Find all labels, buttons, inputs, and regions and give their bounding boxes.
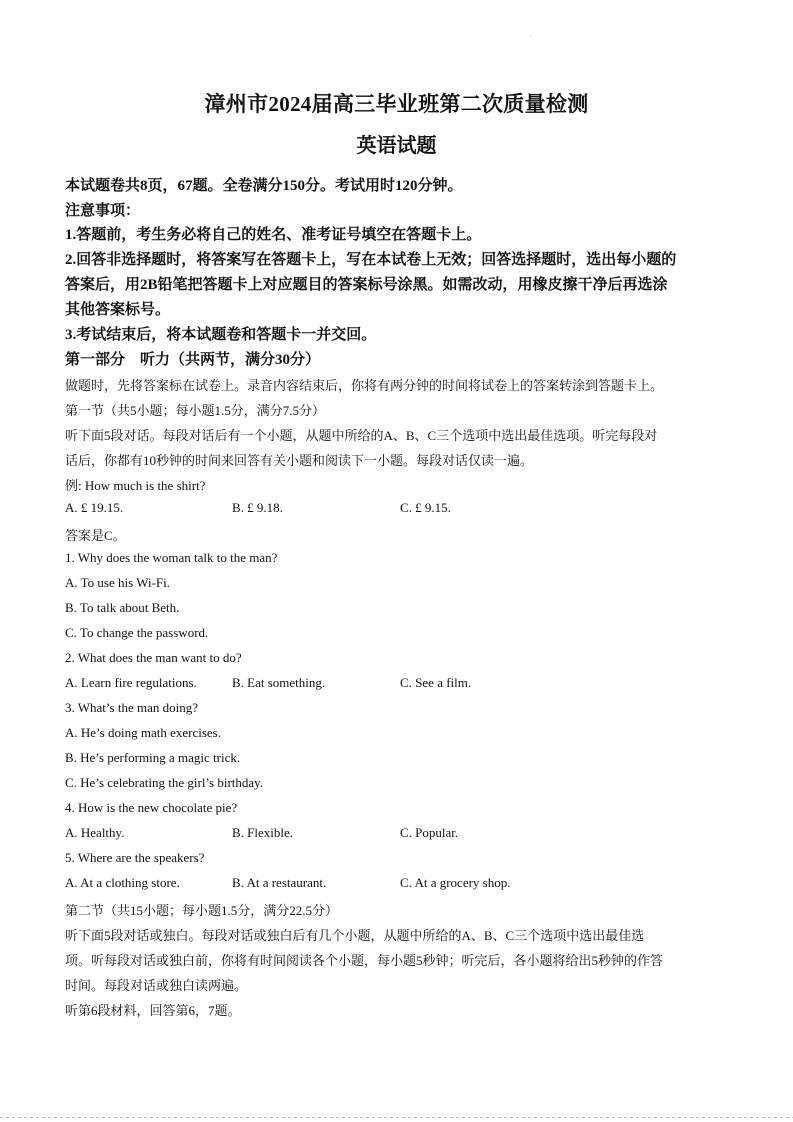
- question-5-option-b: B. At a restaurant.: [232, 875, 327, 890]
- question-1-option-c: C. To change the password.: [65, 625, 209, 640]
- question-3-option-a: A. He’s doing math exercises.: [65, 725, 221, 740]
- notice-item-2-line-2: 答案后，用2B铅笔把答题卡上对应题目的答案标号涂黑。如需改动，用橡皮擦干净后再选涂: [65, 277, 668, 293]
- scan-speck: [530, 36, 531, 37]
- part1-instruction: 做题时，先将答案标在试卷上。录音内容结束后，你将有两分钟的时间将试卷上的答案转涂到答题卡上。: [65, 378, 664, 393]
- question-4-option-b: B. Flexible.: [232, 825, 294, 840]
- section1-directions-line-2: 话后，你都有10秒钟的时间来回答有关小题和阅读下一小题。每段对话仅读一遍。: [65, 453, 534, 468]
- section2-heading: 第二节（共15小题；每小题1.5分，满分22.5分）: [65, 903, 339, 918]
- question-2-option-c: C. See a film.: [400, 675, 472, 690]
- notice-item-1: 1.答题前，考生务必将自己的姓名、准考证号填空在答题卡上。: [65, 227, 482, 243]
- notice-intro: 本试题卷共8页，67题。全卷满分150分。考试用时120分钟。: [65, 178, 463, 194]
- notice-item-3: 3.考试结束后，将本试题卷和答题卡一并交回。: [65, 327, 377, 343]
- section1-heading: 第一节（共5小题；每小题1.5分，满分7.5分）: [65, 403, 326, 418]
- question-5-option-a: A. At a clothing store.: [65, 875, 180, 890]
- question-5: 5. Where are the speakers?: [65, 850, 205, 865]
- question-4: 4. How is the new chocolate pie?: [65, 800, 238, 815]
- question-4-option-c: C. Popular.: [400, 825, 459, 840]
- question-2-option-a: A. Learn fire regulations.: [65, 675, 197, 690]
- example-option-a: A. £ 19.15.: [65, 500, 124, 515]
- section2-directions-line-1: 听下面5段对话或独白。每段对话或独白后有几个小题，从题中所给的A、B、C三个选项中选出最佳选: [65, 928, 645, 943]
- question-3: 3. What’s the man doing?: [65, 700, 198, 715]
- question-3-option-c: C. He’s celebrating the girl’s birthday.: [65, 775, 264, 790]
- example-question: 例: How much is the shirt?: [65, 478, 206, 493]
- part1-heading: 第一部分 听力（共两节，满分30分）: [65, 352, 321, 368]
- notice-item-2-line-1: 2.回答非选择题时，将答案写在答题卡上，写在本试卷上无效；回答选择题时，选出每小题的: [65, 252, 677, 268]
- question-2-option-b: B. Eat something.: [232, 675, 326, 690]
- question-2: 2. What does the man want to do?: [65, 650, 242, 665]
- question-1: 1. Why does the woman talk to the man?: [65, 550, 278, 565]
- question-3-option-b: B. He’s performing a magic trick.: [65, 750, 241, 765]
- section2-directions-line-3: 时间。每段对话或独白读两遍。: [65, 978, 248, 993]
- question-5-option-c: C. At a grocery shop.: [400, 875, 511, 890]
- question-1-option-a: A. To use his Wi-Fi.: [65, 575, 170, 590]
- question-4-option-a: A. Healthy.: [65, 825, 125, 840]
- exam-subtitle: 英语试题: [356, 135, 437, 157]
- exam-title: 漳州市2024届高三毕业班第二次质量检测: [204, 92, 589, 116]
- example-option-b: B. £ 9.18.: [232, 500, 283, 515]
- material-6-instruction: 听第6段材料，回答第6，7题。: [65, 1003, 241, 1018]
- example-answer: 答案是C。: [65, 528, 126, 543]
- notice-item-2-line-3: 其他答案标号。: [65, 302, 171, 318]
- notice-heading: 注意事项：: [65, 203, 141, 219]
- footer-rule: [0, 1117, 793, 1118]
- section2-directions-line-2: 项。听每段对话或独白前，你将有时间阅读各个小题，每小题5秒钟；听完后，各小题将给出5秒钟的作答: [65, 953, 664, 968]
- question-1-option-b: B. To talk about Beth.: [65, 600, 180, 615]
- section1-directions-line-1: 听下面5段对话。每段对话后有一个小题，从题中所给的A、B、C三个选项中选出最佳选项。听完每段对: [65, 428, 658, 443]
- example-option-c: C. £ 9.15.: [400, 500, 451, 515]
